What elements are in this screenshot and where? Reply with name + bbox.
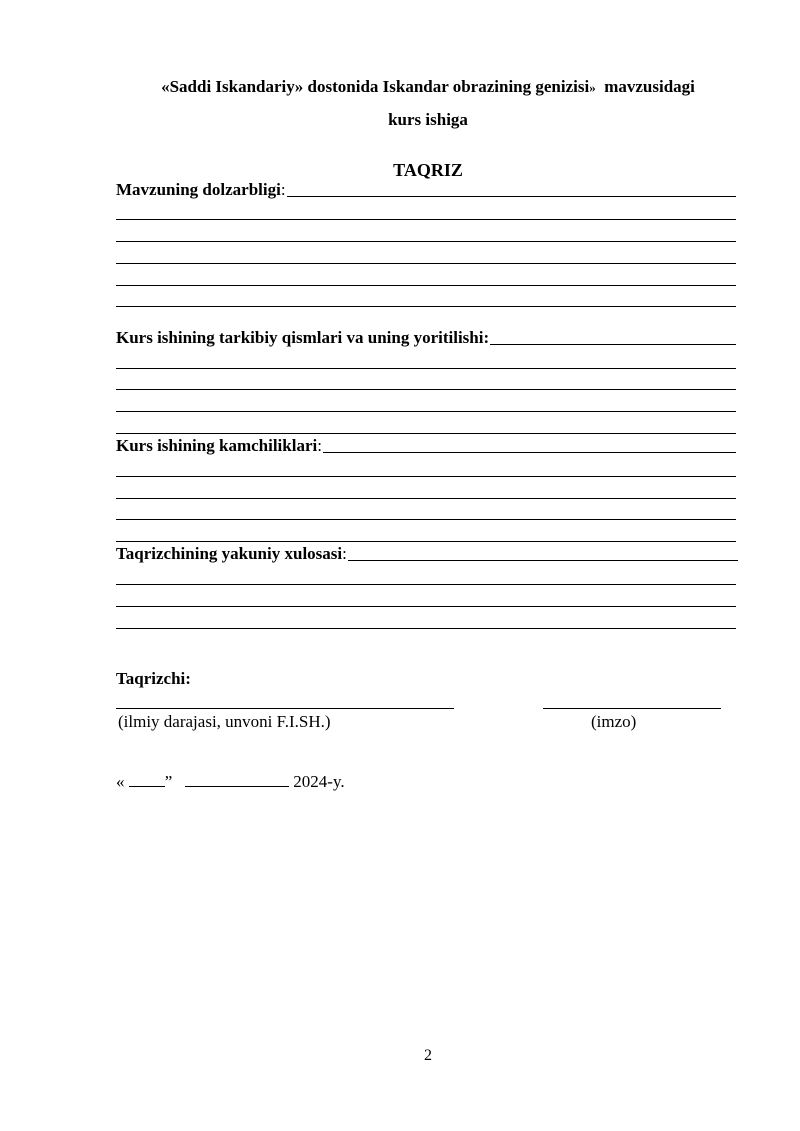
section-conclusion-fill-line[interactable] bbox=[348, 560, 738, 561]
section-structure-fill-line[interactable] bbox=[490, 344, 736, 345]
document-title-line-2: kurs ishiga bbox=[388, 110, 468, 129]
section-structure-row bbox=[116, 328, 736, 348]
section-structure-line-3[interactable] bbox=[116, 411, 736, 412]
section-shortcomings-fill-line[interactable] bbox=[323, 452, 736, 453]
document-title-line-1 bbox=[0, 77, 800, 98]
section-conclusion-line-2[interactable] bbox=[116, 606, 736, 607]
reviewer-name-line[interactable] bbox=[116, 708, 454, 709]
section-relevance-fill-line[interactable] bbox=[287, 196, 736, 197]
title-main-text: «Saddi Iskandariy» dostonida Iskandar obrazining genizisi bbox=[161, 77, 590, 96]
section-relevance-line-1[interactable] bbox=[116, 219, 736, 220]
date-line bbox=[116, 772, 345, 792]
section-conclusion-line-3[interactable] bbox=[116, 628, 736, 629]
section-shortcomings-line-2[interactable] bbox=[116, 498, 736, 499]
degree-caption: (ilmiy darajasi, unvoni F.I.SH.) bbox=[118, 712, 331, 731]
document-heading: TAQRIZ bbox=[393, 160, 463, 180]
section-shortcomings-label: Kurs ishining kamchiliklari: bbox=[116, 436, 322, 455]
section-shortcomings-line-4[interactable] bbox=[116, 541, 736, 542]
section-conclusion-label: Taqrizchining yakuniy xulosasi: bbox=[116, 544, 347, 563]
section-relevance-line-4[interactable] bbox=[116, 285, 736, 286]
reviewer-signature-line[interactable] bbox=[543, 708, 721, 709]
section-structure-line-1[interactable] bbox=[116, 368, 736, 369]
section-shortcomings-line-1[interactable] bbox=[116, 476, 736, 477]
date-open-quote: « bbox=[116, 772, 125, 791]
section-relevance-row bbox=[116, 180, 736, 200]
title-end-text: mavzusidagi bbox=[604, 77, 695, 96]
section-shortcomings-line-3[interactable] bbox=[116, 519, 736, 520]
section-structure-line-4[interactable] bbox=[116, 433, 736, 434]
page-number: 2 bbox=[424, 1047, 432, 1064]
section-structure-label: Kurs ishining tarkibiy qismlari va uning yoritilishi: bbox=[116, 328, 490, 347]
section-structure-line-2[interactable] bbox=[116, 389, 736, 390]
section-conclusion-line-1[interactable] bbox=[116, 584, 736, 585]
title-closing-quote: » bbox=[589, 80, 596, 95]
section-relevance-line-3[interactable] bbox=[116, 263, 736, 264]
date-close-quote: ” bbox=[164, 772, 173, 791]
section-relevance-line-5[interactable] bbox=[116, 306, 736, 307]
section-shortcomings-row bbox=[116, 436, 736, 456]
date-month-blank[interactable] bbox=[185, 772, 289, 787]
signature-caption: (imzo) bbox=[591, 712, 637, 731]
date-year: 2024-y. bbox=[293, 772, 345, 791]
section-relevance-line-2[interactable] bbox=[116, 241, 736, 242]
date-day-blank[interactable] bbox=[129, 772, 165, 787]
reviewer-label: Taqrizchi: bbox=[116, 669, 191, 688]
section-conclusion-row bbox=[116, 544, 738, 564]
section-relevance-label: Mavzuning dolzarbligi: bbox=[116, 180, 286, 199]
